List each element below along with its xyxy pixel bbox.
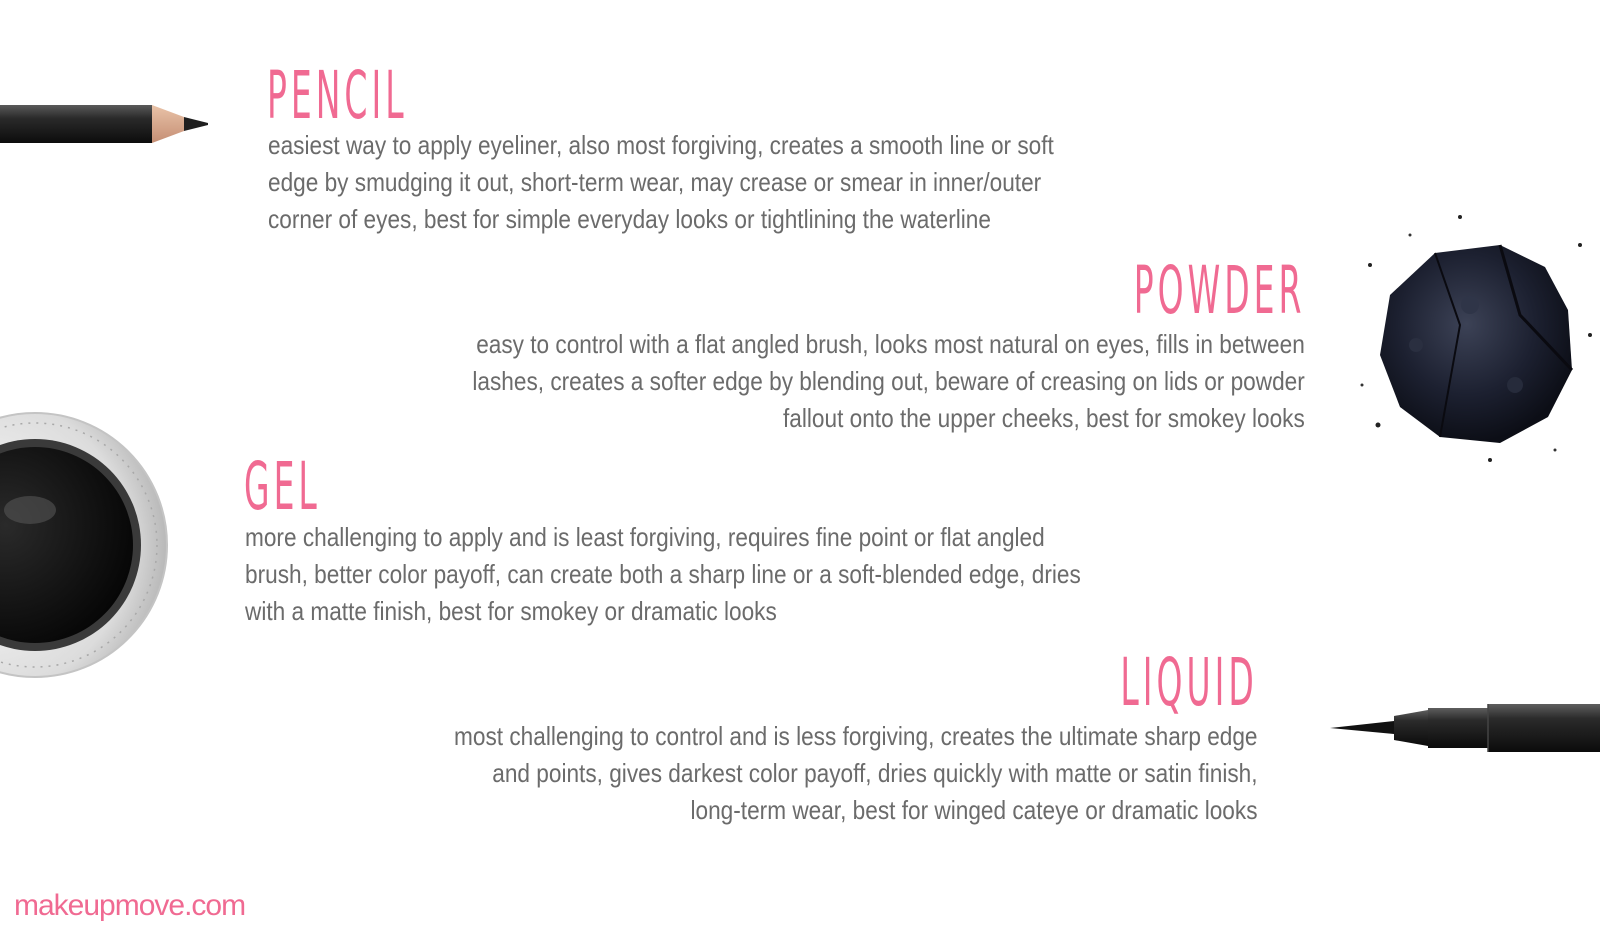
pencil-description-line: corner of eyes, best for simple everyday looks or tightlining the waterline — [268, 204, 991, 234]
gel-heading: GEL — [244, 448, 321, 525]
liquid-description-line: most challenging to control and is less forgiving, creates the ultimate sharp edge — [454, 721, 1258, 751]
gel-description — [245, 519, 1081, 630]
gel-description-line: with a matte finish, best for smokey or dramatic looks — [245, 596, 777, 626]
liquid-description — [455, 718, 1258, 829]
powder-description-line: fallout onto the upper cheeks, best for smokey looks — [783, 403, 1305, 433]
liquid-description-line: long-term wear, best for winged cateye or dramatic looks — [690, 795, 1258, 825]
powder-eyeshadow-icon — [1350, 195, 1600, 475]
liquid-heading: LIQUID — [1120, 644, 1258, 721]
pencil-description — [268, 127, 1054, 238]
powder-description-line: easy to control with a flat angled brush, looks most natural on eyes, fills in between — [476, 329, 1305, 359]
pencil-description-line: edge by smudging it out, short-term wear, may crease or smear in inner/outer — [268, 167, 1042, 197]
powder-description-line: lashes, creates a softer edge by blending out, beware of creasing on lids or powder — [472, 366, 1305, 396]
brand-watermark: makeupmove.com — [14, 889, 246, 922]
liquid-eyeliner-pen-icon — [1328, 696, 1600, 762]
pencil-eyeliner-icon — [0, 100, 215, 148]
gel-eyeliner-pot-icon — [0, 410, 175, 680]
pencil-description-line: easiest way to apply eyeliner, also most forgiving, creates a smooth line or soft — [268, 130, 1054, 160]
gel-description-line: brush, better color payoff, can create both a sharp line or a soft-blended edge, dries — [245, 559, 1081, 589]
gel-description-line: more challenging to apply and is least forgiving, requires fine point or flat angled — [245, 522, 1045, 552]
powder-heading: POWDER — [1133, 252, 1305, 329]
powder-description — [473, 326, 1305, 437]
liquid-description-line: and points, gives darkest color payoff, dries quickly with matte or satin finish, — [492, 758, 1258, 788]
pencil-heading: PENCIL — [267, 57, 408, 134]
